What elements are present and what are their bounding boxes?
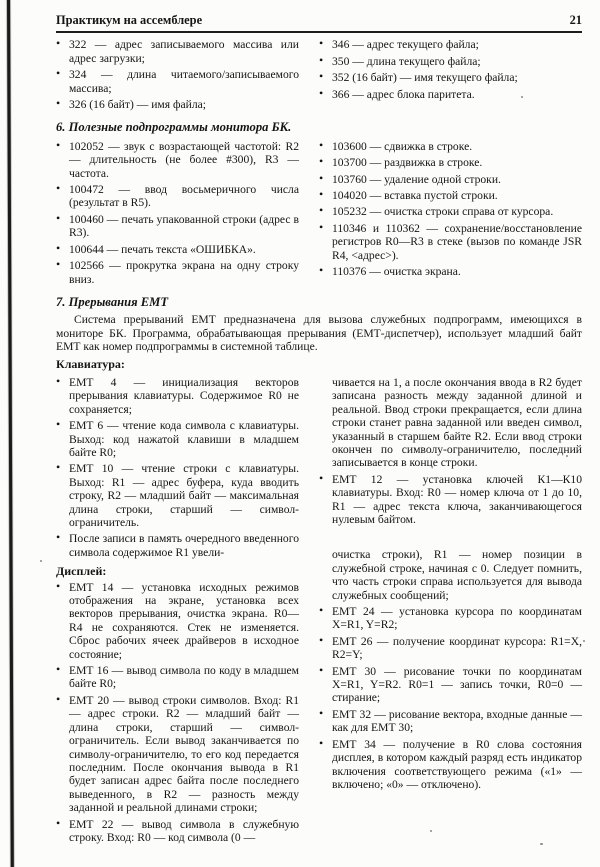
list-item bbox=[56, 532, 299, 559]
list-item bbox=[56, 664, 299, 691]
address-list-right-column bbox=[319, 38, 582, 114]
bullet-icon: • bbox=[319, 85, 324, 100]
list-item bbox=[319, 137, 582, 153]
scan-speckle bbox=[583, 640, 585, 642]
list-item bbox=[56, 462, 299, 529]
list-item-text: 100472 — ввод восьмеричного числа (результат в R5). bbox=[69, 183, 299, 210]
list-item-text: ЕМТ 14 — установка исходных режимов отображения на экране, установка всех векторов прерывания, очистка экрана. R0—R4 не сохраняются. Стек не изменяется. Сброс рабочих ячеек драйверов в исходное состояние; bbox=[69, 580, 299, 661]
list-item-text: ЕМТ 10 — чтение строки с клавиатуры. Выход: R1 — адрес буфера, куда вводить строку, R2 — младший байт — максимальная длина строки, старший — символ-ограничитель. bbox=[69, 462, 299, 529]
list-item bbox=[56, 691, 299, 815]
list-item bbox=[319, 265, 582, 278]
list-item-text: 105232 — очистка строки справа от курсора. bbox=[332, 205, 554, 219]
list-item bbox=[319, 705, 582, 735]
list-item-text: ЕМТ 30 — рисование точки по координатам X=R1, Y=R2. R0=1 — запись точки, R0=0 — стирание; bbox=[332, 664, 582, 705]
header-rule bbox=[56, 31, 582, 33]
bullet-icon: • bbox=[319, 36, 324, 51]
section6-right-column bbox=[319, 137, 582, 289]
list-item-text: 102566 — прокрутка экрана на одну строку вниз. bbox=[69, 259, 299, 286]
bullet-icon: • bbox=[56, 66, 61, 81]
bullet-icon: • bbox=[319, 263, 324, 278]
display-continuation-text: очистка строки), R1 — номер позиции в служебной строке, начиная с 0. Следует помнить, что часть строки справа используется для вывода служебных сообщений; bbox=[332, 548, 582, 602]
list-item-text: ЕМТ 22 — вывод символа в служебную строку. Вход: R0 — код символа (0 — bbox=[69, 817, 299, 844]
list-item bbox=[56, 183, 299, 210]
bullet-icon: • bbox=[319, 603, 324, 618]
bullet-icon: • bbox=[319, 137, 324, 152]
keyboard-label: Клавиатура: bbox=[56, 356, 125, 371]
bullet-icon: • bbox=[56, 96, 61, 111]
bullet-icon: • bbox=[319, 632, 324, 647]
address-list bbox=[56, 38, 582, 114]
list-item bbox=[56, 98, 299, 111]
bullet-icon: • bbox=[56, 373, 61, 388]
list-item-text: 346 — адрес текущего файла; bbox=[332, 38, 479, 52]
list-item-text: 102052 — звук с возрастающей частотой: R2 — длительность (не более #300), R3 — частота. bbox=[69, 139, 299, 180]
page-header bbox=[56, 14, 582, 27]
bullet-icon: • bbox=[319, 705, 324, 720]
list-item-text: 352 (16 байт) — имя текущего файла; bbox=[332, 71, 518, 85]
list-item bbox=[319, 52, 582, 68]
list-item-text: 104020 — вставка пустой строки. bbox=[332, 189, 498, 203]
page-content bbox=[56, 14, 582, 847]
bullet-icon: • bbox=[56, 417, 61, 432]
bullet-icon: • bbox=[319, 470, 324, 485]
bullet-icon: • bbox=[56, 530, 61, 545]
section6-lists bbox=[56, 137, 582, 289]
bullet-icon: • bbox=[56, 460, 61, 475]
list-item bbox=[319, 735, 582, 792]
list-item-text: 103600 — сдвижка в строке. bbox=[332, 139, 473, 153]
list-item-text: 100460 — печать упакованной строки (адрес в R3). bbox=[69, 212, 299, 240]
list-item-text: ЕМТ 24 — установка курсора по координатам X=R1, Y=R2; bbox=[332, 605, 582, 632]
list-item bbox=[56, 240, 299, 256]
bullet-icon: • bbox=[319, 219, 324, 234]
list-item-text: 326 (16 байт) — имя файла; bbox=[69, 98, 206, 112]
list-item bbox=[319, 71, 582, 84]
list-item-text: ЕМТ 34 — получение в R0 слова состояния дисплея, в котором каждый разряд есть индикатор включения соответствующего режима («1» — включено; «0» — отключено). bbox=[332, 737, 582, 791]
list-item-text: После записи в память очередного введенного символа содержимое R1 увели- bbox=[69, 532, 299, 559]
bullet-icon: • bbox=[56, 691, 61, 706]
list-item bbox=[319, 632, 582, 662]
scan-binding-artifact bbox=[7, 0, 14, 867]
list-item-text: 110346 и 110362 — сохранение/восстановление регистров R0—R3 в стеке (вызов по команде JSR R4, <адрес>). bbox=[332, 221, 582, 262]
bullet-icon: • bbox=[319, 662, 324, 677]
bullet-icon: • bbox=[319, 69, 324, 84]
list-item-text: ЕМТ 32 — рисование вектора, входные данные — как для ЕМТ 30; bbox=[332, 707, 582, 735]
section6-left-column bbox=[56, 137, 299, 289]
bullet-icon: • bbox=[56, 36, 61, 51]
bullet-icon: • bbox=[319, 187, 324, 202]
list-item bbox=[56, 419, 299, 459]
bullet-icon: • bbox=[56, 815, 61, 830]
section7-lists bbox=[56, 373, 582, 847]
list-item bbox=[56, 210, 299, 240]
bullet-icon: • bbox=[319, 203, 324, 218]
list-item-text: 322 — адрес записываемого массива или адрес загрузки; bbox=[69, 38, 299, 65]
bullet-icon: • bbox=[319, 170, 324, 185]
page-number: 21 bbox=[569, 13, 582, 27]
list-item bbox=[319, 156, 582, 169]
list-item bbox=[319, 205, 582, 218]
list-item bbox=[319, 470, 582, 527]
keyboard-continuation-text: чивается на 1, а после окончания ввода в R2 будет записана разность между заданной длиной и реальной. Ввод строки прекращается, если длина строки станет равна заданной или введен символ, указанный в старшем байте R2. Если ввод строки окончен по символу-ограничителю, последний записывается в конце строки. bbox=[332, 375, 582, 470]
list-item-text: 110376 — очистка экрана. bbox=[332, 265, 461, 279]
list-item-text: 100644 — печать текста «ОШИБКА». bbox=[69, 242, 256, 256]
list-item bbox=[56, 137, 299, 180]
address-list-left-column bbox=[56, 38, 299, 114]
bullet-icon: • bbox=[56, 662, 61, 677]
list-item bbox=[319, 170, 582, 186]
list-item bbox=[56, 68, 299, 95]
list-item-text: 103760 — удаление одной строки. bbox=[332, 172, 501, 186]
section7-right-column bbox=[319, 376, 582, 847]
list-item-text: ЕМТ 20 — вывод строки символов. Вход: R1 — адрес строки. R2 — младший байт — длина строки, старший — символ-ограничитель. Если вывод заканчивается по символу-ограничителю, то его код передается последним. После окончания вывода в R1 будет записан адрес байта после последнего выведенного, в R2 — разность между заданной и реальной длинами строки; bbox=[69, 693, 299, 815]
bullet-icon: • bbox=[56, 210, 61, 225]
list-item bbox=[319, 662, 582, 705]
bullet-icon: • bbox=[319, 154, 324, 169]
section7-intro: Система прерываний ЕМТ предназначена для вызова служебных подпрограмм, имеющихся в мониторе БК. Программа, обрабатывающая прерывания (ЕМТ-диспетчер), использует младший байт ЕМТ как номер подпрограммы в системной таблице. bbox=[56, 313, 582, 354]
list-item-text: 324 — длина читаемого/записываемого массива; bbox=[69, 68, 299, 95]
list-item bbox=[319, 189, 582, 202]
section7-heading: 7. Прерывания ЕМТ bbox=[56, 294, 169, 309]
section6-heading: 6. Полезные подпрограммы монитора БК. bbox=[56, 120, 292, 135]
list-item bbox=[56, 38, 299, 65]
list-item-text: ЕМТ 16 — вывод символа по коду в младшем байте R0; bbox=[69, 664, 299, 691]
list-item bbox=[319, 605, 582, 632]
list-item-text: ЕМТ 4 — инициализация векторов прерывания клавиатуры. Содержимое R0 не сохраняется; bbox=[69, 375, 299, 416]
list-item bbox=[319, 219, 582, 262]
running-title: Практикум на ассемблере bbox=[56, 13, 203, 27]
list-item bbox=[319, 85, 582, 101]
bullet-icon: • bbox=[56, 137, 61, 152]
list-item-text: ЕМТ 12 — установка ключей К1—К10 клавиатуры. Вход: R0 — номер ключа от 1 до 10, R1 — адрес текста ключа, заканчивающегося нулевым байтом. bbox=[332, 472, 582, 526]
list-item-text: ЕМТ 6 — чтение кода символа с клавиатуры. Выход: код нажатой клавиши в младшем байте R0; bbox=[69, 419, 299, 459]
bullet-icon: • bbox=[319, 52, 324, 67]
list-item-text: 366 — адрес блока паритета. bbox=[332, 87, 475, 101]
list-item bbox=[56, 578, 299, 661]
list-item bbox=[56, 259, 299, 286]
display-label: Дисплей: bbox=[56, 564, 107, 579]
list-item-text: 350 — длина текущего файла; bbox=[332, 54, 481, 68]
bullet-icon: • bbox=[56, 257, 61, 272]
list-item-text: ЕМТ 26 — получение координат курсора: R1=X, R2=Y; bbox=[332, 634, 582, 662]
bullet-icon: • bbox=[56, 578, 61, 593]
bullet-icon: • bbox=[319, 735, 324, 750]
bullet-icon: • bbox=[56, 240, 61, 255]
bullet-icon: • bbox=[56, 181, 61, 196]
scan-speckle bbox=[40, 560, 42, 562]
list-item bbox=[56, 373, 299, 416]
list-item bbox=[319, 38, 582, 51]
list-item-text: 103700 — раздвижка в строке. bbox=[332, 156, 483, 170]
section7-left-column bbox=[56, 373, 299, 847]
list-item bbox=[56, 815, 299, 845]
